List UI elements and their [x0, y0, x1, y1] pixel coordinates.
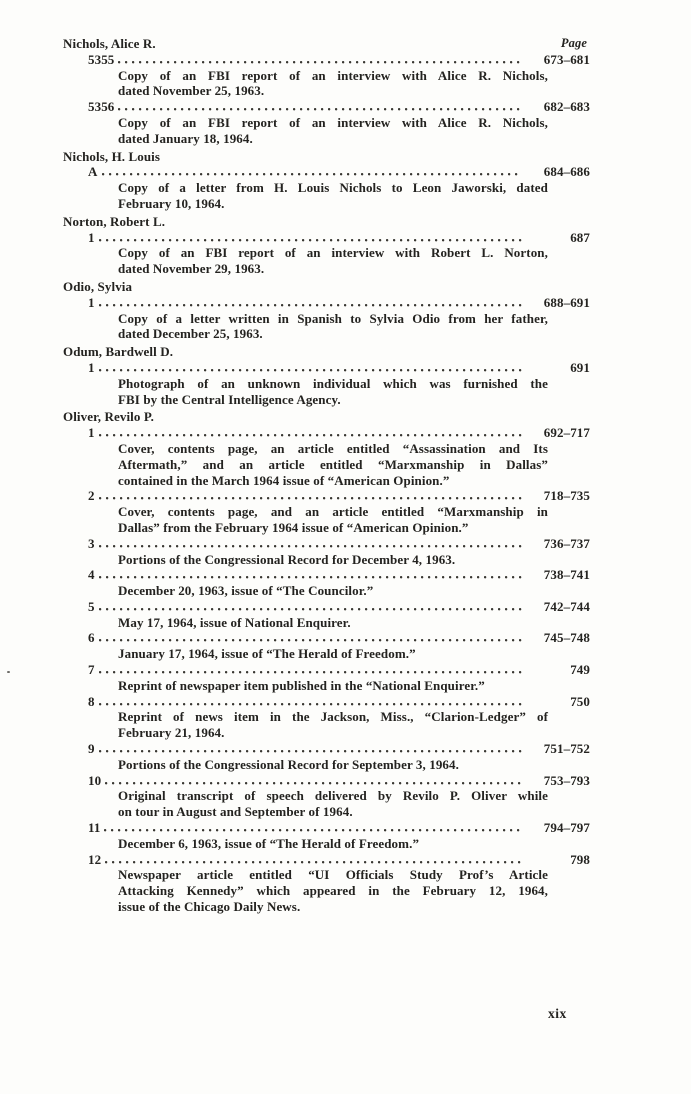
exhibit-description-line: Portions of the Congressional Record for December 4, 1963. — [118, 551, 456, 567]
exhibit-description-line: Reprint of newspaper item published in the “National Enquirer.” — [118, 677, 485, 693]
leader-dots — [99, 543, 522, 548]
leader-dots — [99, 669, 522, 674]
index-section — [63, 279, 590, 342]
exhibit-description-line: Copy of an FBI report of an interview with Robert L. Norton, — [118, 245, 548, 261]
exhibit-description-line: Copy of an FBI report of an interview with Alice R. Nichols, — [118, 114, 548, 130]
exhibit-row — [63, 694, 590, 710]
page-range: 753–793 — [543, 772, 590, 788]
exhibit-number: 4 — [88, 567, 95, 583]
leader-dots — [99, 748, 522, 753]
page-range: 745–748 — [543, 630, 590, 646]
exhibit-description — [118, 836, 548, 852]
leader-dots — [99, 302, 522, 307]
exhibit-description — [118, 583, 548, 599]
exhibit-description-line: dated November 25, 1963. — [118, 83, 265, 99]
page-range: 750 — [570, 693, 590, 709]
exhibit-number: 1 — [88, 359, 95, 375]
index-section — [63, 214, 590, 277]
exhibit-description-line: January 17, 1964, issue of “The Herald of Freedom.” — [118, 646, 416, 662]
exhibit-description-line: Copy of a letter written in Spanish to Sylvia Odio from her father, — [118, 310, 548, 326]
exhibit-number: A — [88, 164, 98, 180]
entry-name: Nichols, H. Louis — [63, 148, 161, 164]
leader-dots — [104, 827, 522, 832]
entry-name: Oliver, Revilo P. — [63, 409, 155, 425]
exhibit-description-line: Reprint of news item in the Jackson, Miss., “Clarion-Ledger” of — [118, 709, 548, 725]
exhibit-number: 5 — [88, 598, 95, 614]
page-range: 692–717 — [543, 425, 590, 441]
scan-artifact-speck — [7, 671, 10, 673]
leader-dots — [105, 859, 522, 864]
exhibit-description-line: dated November 29, 1963. — [118, 261, 265, 277]
exhibit-number: 3 — [88, 535, 95, 551]
entry-name: Odio, Sylvia — [63, 278, 133, 294]
leader-dots — [99, 606, 522, 611]
leader-dots — [99, 367, 522, 372]
exhibit-row — [63, 741, 590, 757]
exhibit-row — [63, 820, 590, 836]
exhibit-description-line: Attacking Kennedy” which appeared in the February 12, 1964, — [118, 883, 548, 899]
exhibit-row — [63, 99, 590, 115]
entry-name: Odum, Bardwell D. — [63, 344, 174, 360]
exhibit-number: 9 — [88, 741, 95, 757]
exhibit-description — [118, 867, 548, 914]
exhibit-description-line: December 6, 1963, issue of “The Herald of Freedom.” — [118, 835, 420, 851]
exhibit-row — [63, 599, 590, 615]
exhibit-description-line: Copy of a letter from H. Louis Nichols to Leon Jaworski, dated — [118, 180, 548, 196]
exhibit-description — [118, 504, 548, 536]
exhibit-row — [63, 52, 590, 68]
entry-name: Nichols, Alice R. — [63, 36, 156, 51]
exhibit-description — [118, 180, 548, 212]
page-range: 688–691 — [543, 294, 590, 310]
exhibit-description-line: Copy of an FBI report of an interview with Alice R. Nichols, — [118, 67, 548, 83]
exhibit-description-line: FBI by the Central Intelligence Agency. — [118, 391, 341, 407]
leader-dots — [118, 106, 522, 111]
leader-dots — [99, 701, 522, 706]
exhibit-number: 8 — [88, 693, 95, 709]
leader-dots — [99, 237, 522, 242]
exhibit-description-line: Newspaper article entitled “UI Officials Study Prof’s Article — [118, 867, 548, 883]
exhibit-description-line: issue of the Chicago Daily News. — [118, 899, 301, 915]
page-range: 687 — [570, 229, 590, 245]
leader-dots — [102, 171, 523, 176]
exhibit-row — [63, 164, 590, 180]
exhibit-row — [63, 567, 590, 583]
exhibit-description-line: Cover, contents page, an article entitled “Assassination and Its — [118, 440, 548, 456]
exhibit-description-line: February 21, 1964. — [118, 725, 225, 741]
exhibit-row — [63, 630, 590, 646]
exhibit-description — [118, 615, 548, 631]
index-content — [63, 36, 590, 915]
exhibit-row — [63, 360, 590, 376]
page-range: 742–744 — [543, 598, 590, 614]
leader-dots — [99, 574, 522, 579]
index-section — [63, 344, 590, 407]
exhibit-description-line: dated January 18, 1964. — [118, 130, 253, 146]
exhibit-row — [63, 230, 590, 246]
page-range: 718–735 — [543, 488, 590, 504]
entry-name: Norton, Robert L. — [63, 213, 166, 229]
exhibit-number: 6 — [88, 630, 95, 646]
page-range: 794–797 — [543, 820, 590, 836]
page-range: 738–741 — [543, 567, 590, 583]
exhibit-description-line: contained in the March 1964 issue of “American Opinion.” — [118, 472, 450, 488]
exhibit-number: 5355 — [88, 51, 115, 67]
exhibit-description — [118, 646, 548, 662]
exhibit-description — [118, 709, 548, 741]
exhibit-number: 11 — [88, 820, 101, 836]
page-range: 682–683 — [543, 99, 590, 115]
page-range: 673–681 — [543, 51, 590, 67]
exhibit-number: 1 — [88, 294, 95, 310]
exhibit-description-line: May 17, 1964, issue of National Enquirer. — [118, 614, 351, 630]
exhibit-row — [63, 773, 590, 789]
index-section — [63, 36, 590, 147]
exhibit-row — [63, 295, 590, 311]
leader-dots — [99, 495, 522, 500]
page-range: 684–686 — [543, 164, 590, 180]
page-column-header: Page — [560, 36, 587, 50]
exhibit-description — [118, 68, 548, 100]
leader-dots — [99, 432, 522, 437]
exhibit-description — [118, 678, 548, 694]
leader-dots — [118, 59, 522, 64]
exhibit-number: 2 — [88, 488, 95, 504]
exhibit-description-line: Aftermath,” and an article entitled “Marxmanship in Dallas” — [118, 456, 548, 472]
exhibit-description-line: dated December 25, 1963. — [118, 326, 263, 342]
exhibit-description-line: Portions of the Congressional Record for September 3, 1964. — [118, 756, 459, 772]
exhibit-description — [118, 311, 548, 343]
index-section — [63, 149, 590, 212]
folio-page-number: xix — [548, 1006, 567, 1021]
exhibit-row — [63, 425, 590, 441]
exhibit-description-line: Dallas” from the February 1964 issue of “American Opinion.” — [118, 519, 469, 535]
exhibit-description-line: February 10, 1964. — [118, 195, 225, 211]
exhibit-description — [118, 788, 548, 820]
exhibit-number: 7 — [88, 662, 95, 678]
page-range: 751–752 — [543, 741, 590, 757]
exhibit-description-line: Cover, contents page, and an article entitled “Marxmanship in — [118, 504, 548, 520]
exhibit-number: 5356 — [88, 99, 115, 115]
exhibit-description — [118, 376, 548, 408]
index-entries — [63, 36, 590, 915]
exhibit-number: 1 — [88, 425, 95, 441]
index-section — [63, 409, 590, 915]
exhibit-row — [63, 852, 590, 868]
page-range: 749 — [570, 662, 590, 678]
exhibit-description — [118, 552, 548, 568]
exhibit-number: 12 — [88, 851, 102, 867]
exhibit-description — [118, 245, 548, 277]
exhibit-row — [63, 536, 590, 552]
exhibit-number: 10 — [88, 772, 102, 788]
leader-dots — [105, 780, 522, 785]
exhibit-number: 1 — [88, 229, 95, 245]
exhibit-row — [63, 488, 590, 504]
exhibit-description-line: Photograph of an unknown individual which was furnished the — [118, 375, 548, 391]
leader-dots — [99, 637, 522, 642]
exhibit-description — [118, 757, 548, 773]
exhibit-description-line: December 20, 1963, issue of “The Councilor.” — [118, 583, 374, 599]
page-range: 736–737 — [543, 535, 590, 551]
exhibit-description-line: on tour in August and September of 1964. — [118, 804, 353, 820]
exhibit-description — [118, 115, 548, 147]
page-range: 798 — [570, 851, 590, 867]
page-range: 691 — [570, 359, 590, 375]
exhibit-description — [118, 441, 548, 488]
exhibit-row — [63, 662, 590, 678]
exhibit-description-line: Original transcript of speech delivered by Revilo P. Oliver while — [118, 788, 548, 804]
